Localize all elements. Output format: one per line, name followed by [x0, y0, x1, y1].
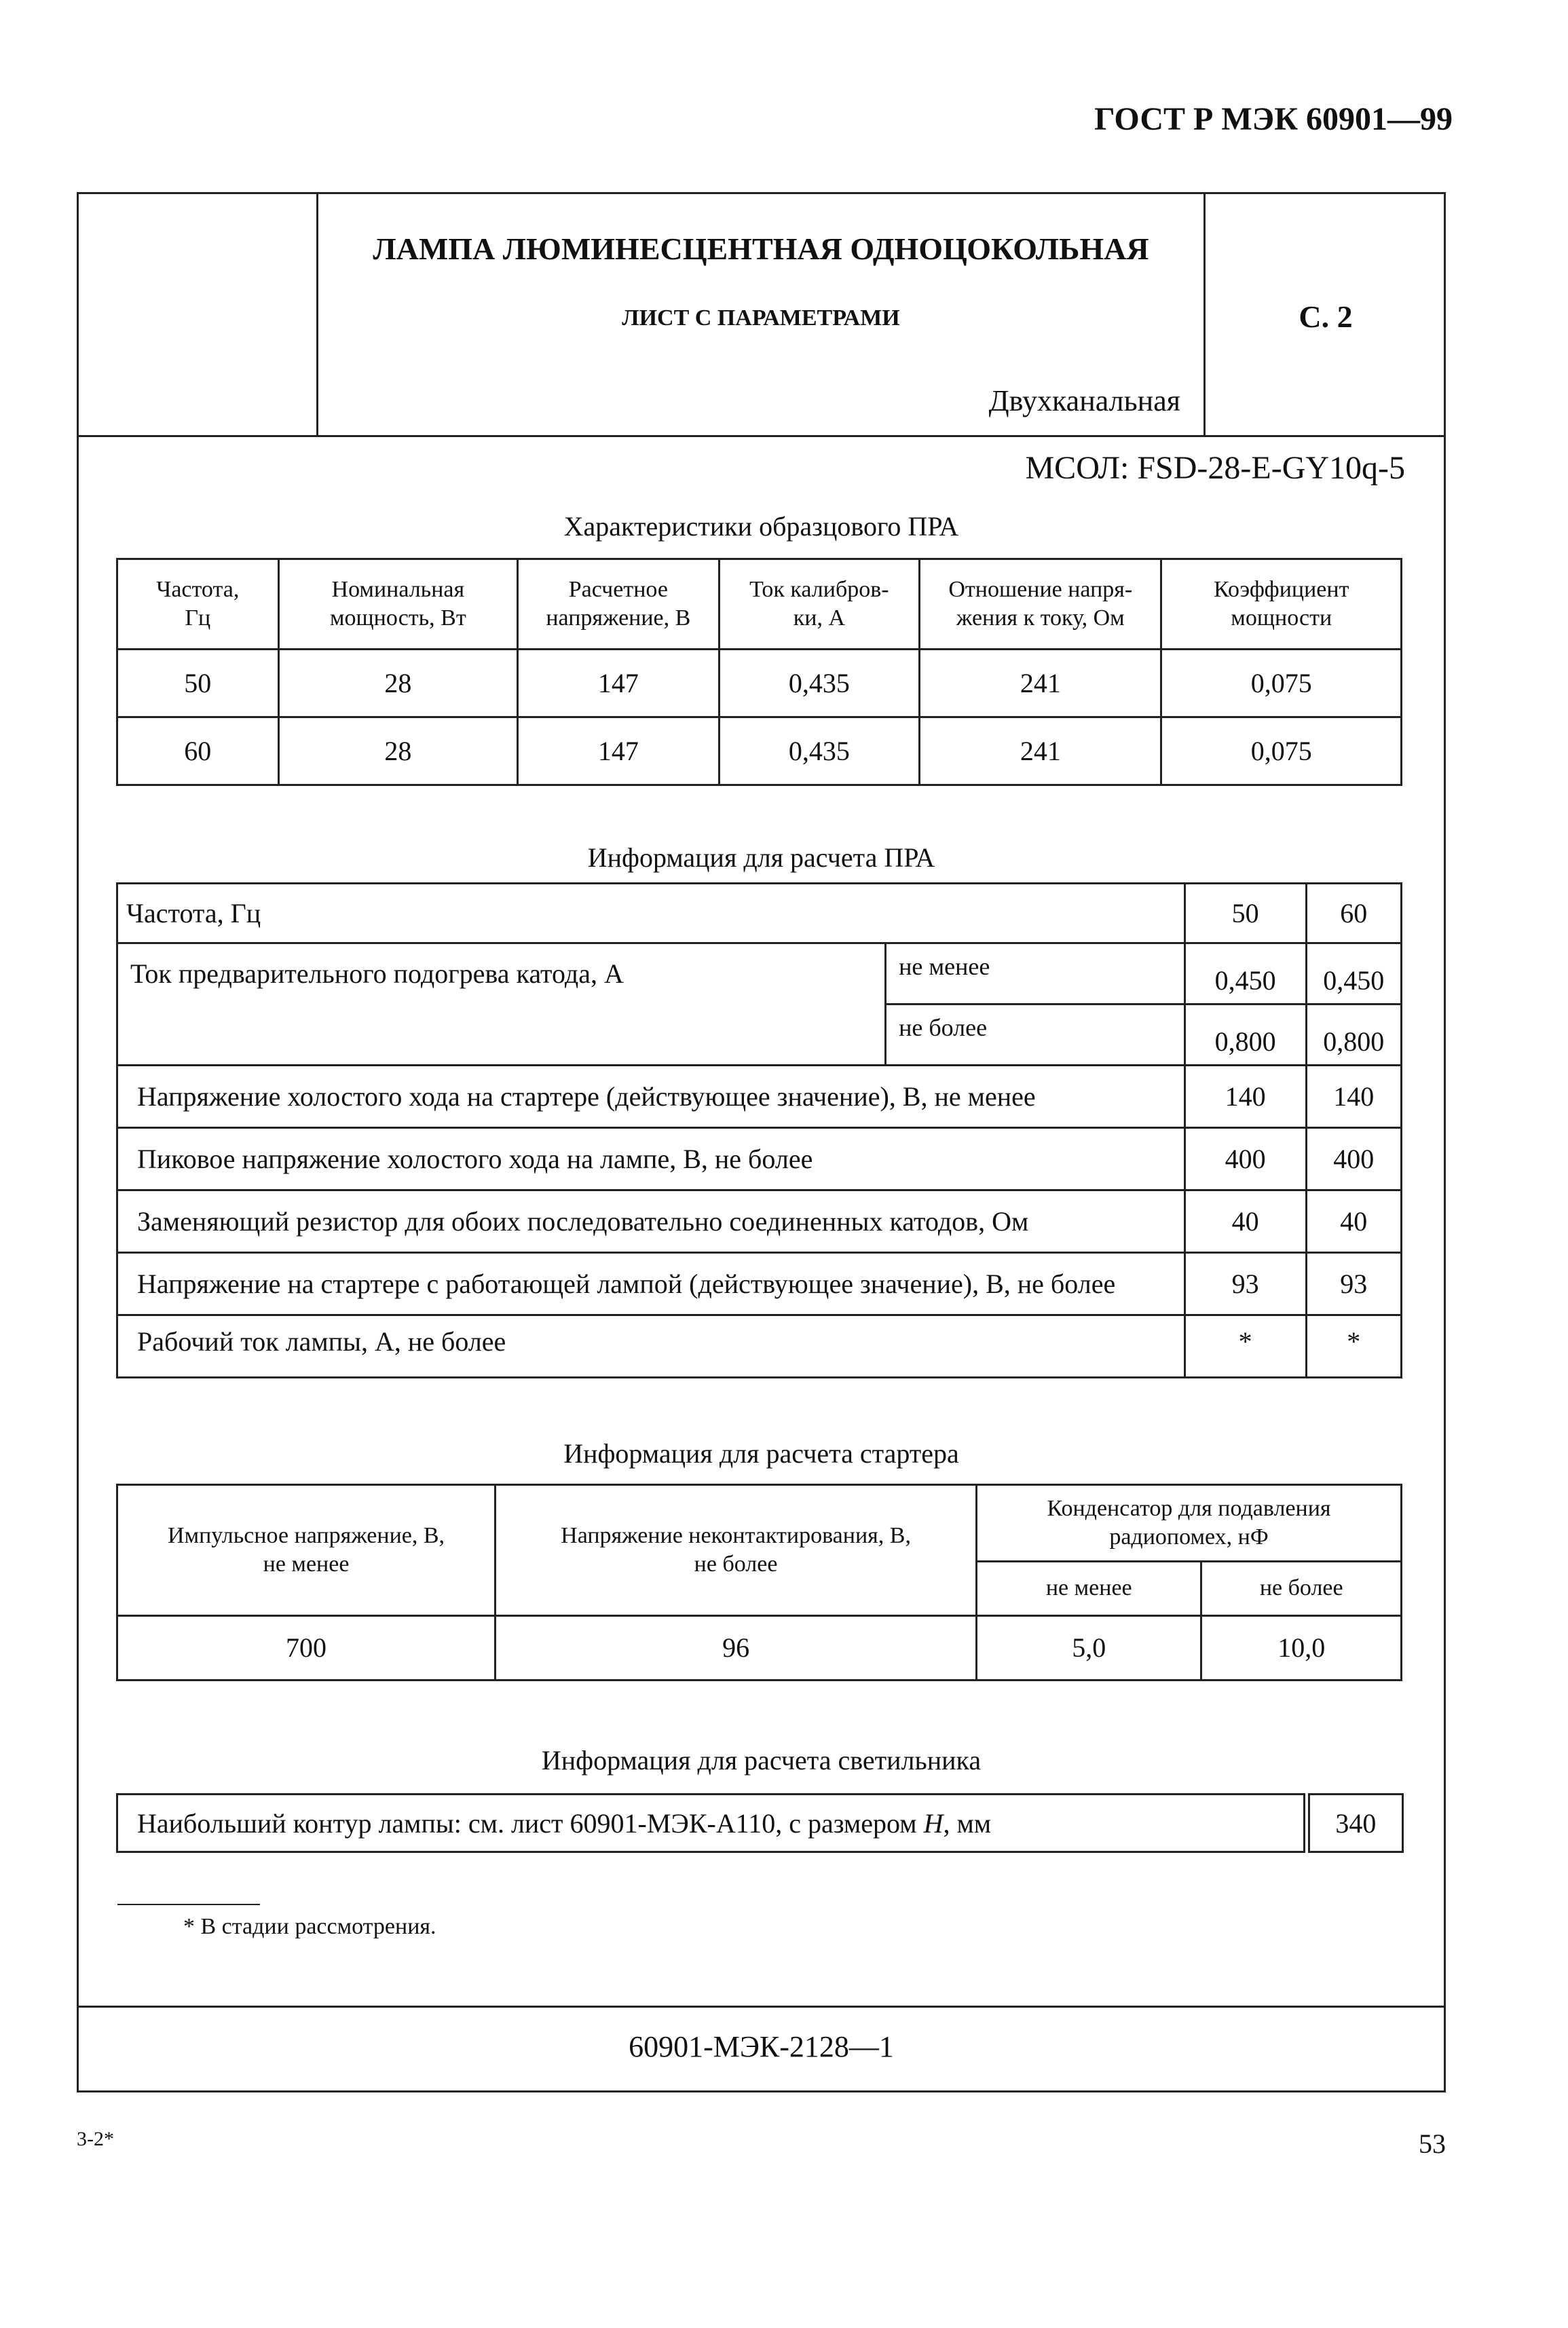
cell: 400	[1184, 1128, 1306, 1190]
standard-number: ГОСТ Р МЭК 60901—99	[1094, 101, 1453, 137]
cell: *	[1184, 1315, 1306, 1378]
cell: 140	[1306, 1066, 1401, 1128]
cell: 0,800	[1306, 1005, 1401, 1066]
table-row	[117, 1616, 1402, 1681]
col-header-capacitor: Конденсатор для подавления радиопомех, нФ	[977, 1485, 1402, 1562]
col-header-ratio: Отношение напря- жения к току, Ом	[920, 559, 1161, 650]
page-number: 53	[1419, 2128, 1446, 2159]
col-header-voltage: Расчетное напряжение, В	[518, 559, 720, 650]
table-row	[117, 884, 1402, 943]
cell: 93	[1306, 1253, 1401, 1315]
starter-design-caption: Информация для расчета стартера	[563, 1438, 959, 1469]
footnote: * В стадии рассмотрения.	[183, 1914, 436, 1939]
cell: 241	[920, 717, 1161, 785]
max-label: не более	[886, 1005, 1185, 1066]
ballast-design-caption: Информация для расчета ПРА	[587, 842, 935, 873]
footnote-rule	[117, 1904, 260, 1905]
row-label: Напряжение на стартере с работающей лампой (действующее значение), В, не более	[117, 1253, 1185, 1315]
col-header-pulse-voltage: Импульсное напряжение, В, не менее	[117, 1485, 496, 1616]
min-label: не менее	[886, 943, 1185, 1005]
cell: 0,075	[1161, 717, 1402, 785]
cell: 0,450	[1306, 943, 1401, 1005]
lamp-code: МСОЛ: FSD-28-E-GY10q-5	[1025, 450, 1405, 486]
col-header-noncontact-voltage: Напряжение неконтактирования, В, не более	[496, 1485, 977, 1616]
luminaire-label: Наибольший контур лампы: см. лист 60901-МЭК-А110, с размером H, мм	[117, 1795, 1307, 1852]
luminaire-design-table	[116, 1793, 1404, 1853]
cell: 40	[1306, 1190, 1401, 1253]
sheet-id: 60901-МЭК-2128—1	[629, 2030, 894, 2063]
cell: 140	[1184, 1066, 1306, 1128]
cell: 0,435	[719, 717, 919, 785]
cell: 96	[496, 1616, 977, 1681]
cell: 0,435	[719, 650, 919, 717]
cell: 700	[117, 1616, 496, 1681]
ballast-reference-caption: Характеристики образцового ПРА	[563, 511, 959, 542]
cell: 340	[1307, 1795, 1403, 1852]
col-header-power-factor: Коэффициент мощности	[1161, 559, 1402, 650]
cell: 241	[920, 650, 1161, 717]
table-row	[117, 717, 1402, 785]
table-row	[117, 650, 1402, 717]
cell: 28	[278, 650, 517, 717]
cell: 93	[1184, 1253, 1306, 1315]
preheat-label: Ток предварительного подогрева катода, А	[117, 943, 886, 1066]
row-label: Заменяющий резистор для обоих последовательно соединенных катодов, Ом	[117, 1190, 1185, 1253]
col-header-min: не менее	[977, 1562, 1201, 1616]
col-header-frequency: Частота, Гц	[117, 559, 279, 650]
col-header-max: не более	[1201, 1562, 1402, 1616]
frequency-label: Частота, Гц	[117, 884, 1185, 943]
page-ref: С. 2	[1299, 299, 1353, 334]
ballast-reference-table	[116, 558, 1402, 786]
print-mark: 3-2*	[77, 2128, 114, 2150]
table-row	[117, 1795, 1403, 1852]
table-row	[117, 1253, 1402, 1315]
cell: 10,0	[1201, 1616, 1402, 1681]
cell: 5,0	[977, 1616, 1201, 1681]
cell: 40	[1184, 1190, 1306, 1253]
sheet-id-rule	[77, 2006, 1446, 2008]
ballast-design-table	[116, 882, 1402, 1378]
table-row	[117, 1485, 1402, 1562]
table-row	[117, 1066, 1402, 1128]
luminaire-design-caption: Информация для расчета светильника	[541, 1745, 982, 1776]
cell: 60	[1306, 884, 1401, 943]
cell: 60	[117, 717, 279, 785]
cell: 0,800	[1184, 1005, 1306, 1066]
col-header-power: Номинальная мощность, Вт	[278, 559, 517, 650]
cell: 50	[117, 650, 279, 717]
sheet-title: ЛАМПА ЛЮМИНЕСЦЕНТНАЯ ОДНОЦОКОЛЬНАЯ	[373, 231, 1149, 266]
row-label: Напряжение холостого хода на стартере (действующее значение), В, не менее	[117, 1066, 1185, 1128]
cell: 0,450	[1184, 943, 1306, 1005]
starter-design-table	[116, 1484, 1402, 1681]
cell: 147	[518, 717, 720, 785]
table-row	[117, 1190, 1402, 1253]
cell: 28	[278, 717, 517, 785]
row-label: Пиковое напряжение холостого хода на лампе, В, не более	[117, 1128, 1185, 1190]
cell: 0,075	[1161, 650, 1402, 717]
table-row	[117, 943, 1402, 1005]
cell: 50	[1184, 884, 1306, 943]
col-header-current: Ток калибров- ки, А	[719, 559, 919, 650]
cell: *	[1306, 1315, 1401, 1378]
cell: 400	[1306, 1128, 1401, 1190]
table-row	[117, 1128, 1402, 1190]
sheet-subtitle: ЛИСТ С ПАРАМЕТРАМИ	[622, 305, 900, 331]
header-bottom-rule	[77, 435, 1446, 437]
lamp-variant: Двухканальная	[988, 384, 1180, 417]
table-row	[117, 1315, 1402, 1378]
row-label: Рабочий ток лампы, А, не более	[117, 1315, 1185, 1378]
cell: 147	[518, 650, 720, 717]
